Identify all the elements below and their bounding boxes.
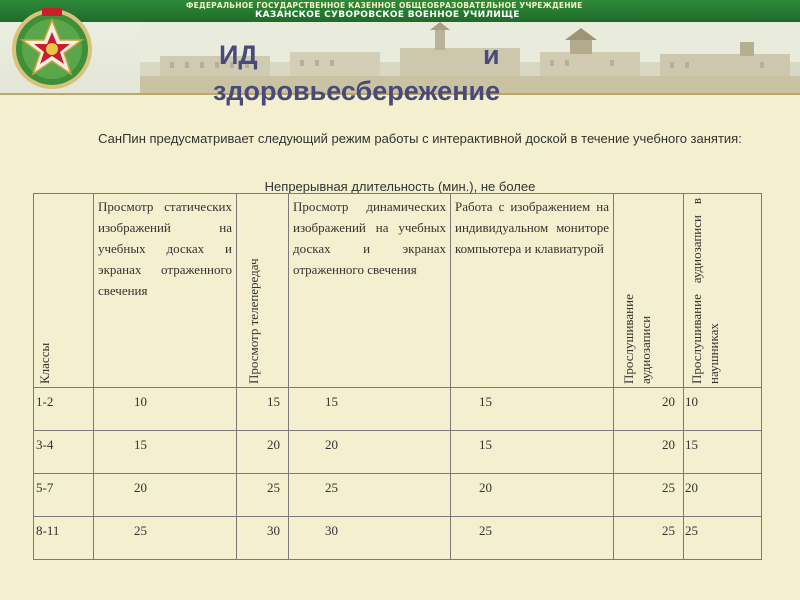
table-subheading: Непрерывная длительность (мин.), не более — [264, 179, 536, 194]
table-row — [34, 431, 762, 474]
intro-text: СанПин предусматривает следующий режим работы с интерактивной доской в течение учебного занятия: — [98, 131, 742, 146]
cell-value: 30 — [267, 523, 280, 538]
page-title-part3: здоровьесбережение — [213, 76, 501, 106]
cell-value: 20 — [134, 480, 147, 495]
cell-value: 20 — [325, 437, 338, 452]
cell-value: 25 — [685, 523, 698, 538]
cell-value: 30 — [325, 523, 338, 538]
cell-value: 25 — [662, 523, 675, 538]
institution-name: КАЗАНСКОЕ СУВОРОВСКОЕ ВОЕННОЕ УЧИЛИЩЕ — [255, 10, 520, 20]
cell-value: 15 — [479, 437, 492, 452]
cell-value: 20 — [662, 394, 675, 409]
header-cell-audio: Прослушивание аудиозаписи — [614, 194, 684, 388]
header-cell-tv: Просмотр телепередач — [237, 194, 289, 388]
cell-value: 25 — [325, 480, 338, 495]
page-title-part1: ИД — [219, 40, 258, 70]
sanpin-table — [33, 193, 762, 560]
header-cell-classes: Классы — [34, 194, 94, 388]
table-header-row — [34, 194, 762, 388]
cell-value: 10 — [134, 394, 147, 409]
cell-value: 15 — [134, 437, 147, 452]
header-cell-audio-headphones: Прослушивание аудиозаписи в наушниках — [684, 194, 762, 388]
cell-value: 25 — [267, 480, 280, 495]
institution-type: ФЕДЕРАЛЬНОЕ ГОСУДАРСТВЕННОЕ КАЗЕННОЕ ОБЩЕОБРАЗОВАТЕЛЬНОЕ УЧРЕЖДЕНИЕ — [186, 1, 583, 10]
cell-value: 15 — [267, 394, 280, 409]
cell-value: 25 — [479, 523, 492, 538]
institution-bar — [0, 0, 800, 22]
cell-class: 3-4 — [36, 437, 54, 452]
cell-value: 20 — [267, 437, 280, 452]
cell-value: 20 — [685, 480, 698, 495]
school-emblem-icon — [4, 4, 100, 90]
cell-value: 25 — [662, 480, 675, 495]
table-row — [34, 474, 762, 517]
cell-value: 25 — [134, 523, 147, 538]
cell-value: 15 — [479, 394, 492, 409]
cell-class: 1-2 — [36, 394, 54, 409]
header-cell-static-images: Просмотр статических изображений на учебных досках и экранах отраженного свечения — [94, 194, 237, 388]
cell-value: 20 — [479, 480, 492, 495]
page-title-part2: и — [483, 40, 500, 70]
cell-class: 8-11 — [36, 523, 60, 538]
cell-value: 20 — [662, 437, 675, 452]
header-cell-dynamic-images: Просмотр динамических изображений на учебных досках и экранах отраженного свечения — [289, 194, 451, 388]
table-row — [34, 517, 762, 560]
table-row — [34, 388, 762, 431]
header-cell-computer-work: Работа с изображением на индивидуальном мониторе компьютера и клавиатурой — [451, 194, 614, 388]
cell-value: 15 — [685, 437, 698, 452]
cell-class: 5-7 — [36, 480, 54, 495]
cell-value: 15 — [325, 394, 338, 409]
cell-value: 10 — [685, 394, 698, 409]
